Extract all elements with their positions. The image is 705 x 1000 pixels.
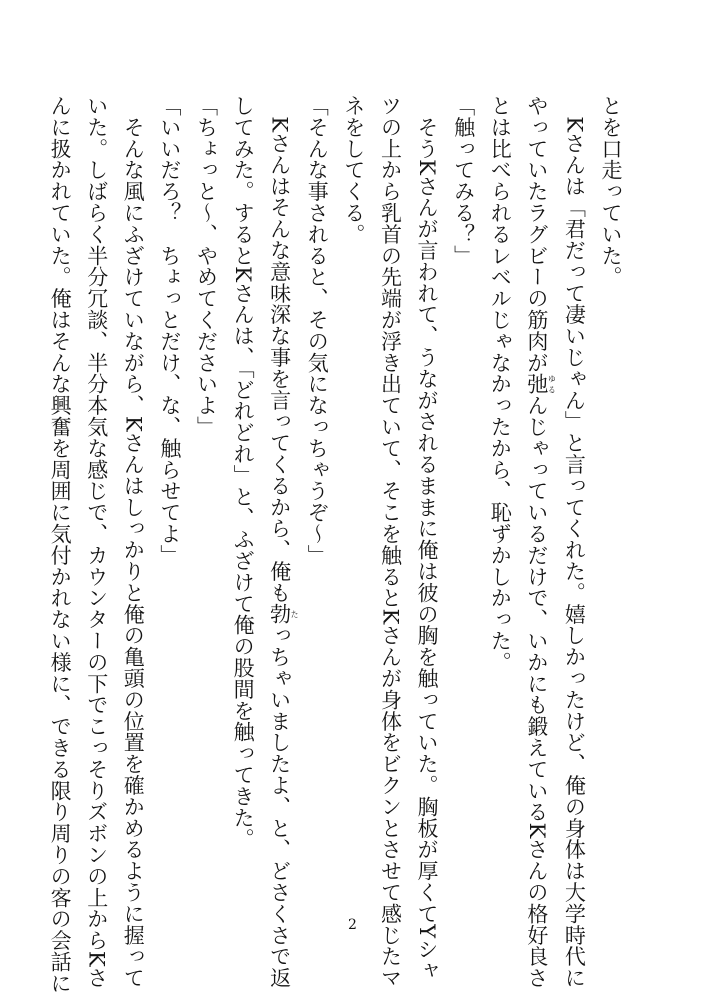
- text-line-4: とは比べられるレベルじゃなかったから、恥ずかしかった。: [488, 95, 513, 673]
- furigana-base: 弛: [524, 373, 549, 395]
- text-line-14: そんな風にふざけていながら、Kさんはしっかりと俺の亀頭の位置を確かめるように握って: [121, 95, 146, 989]
- text-line-9: 「そんな事されると、その気になっちゃうぞ～」: [305, 95, 330, 566]
- furigana-base: 勃: [267, 603, 292, 625]
- furigana-reading: た: [290, 603, 300, 625]
- text-line-12: 「ちょっと～、やめてくださいよ」: [194, 95, 219, 438]
- text-line-3-before: やっていたラグビーの筋肉が: [524, 95, 549, 374]
- text-line-3-after: んじゃっているだけで、いかにも鍛えているKさんの格好良さ: [524, 394, 549, 989]
- text-line-1: とを口走っていた。: [599, 95, 623, 288]
- text-line-11: してみた。するとKさんは、「どれどれ」と、ふざけて俺の股間を触ってきた。: [231, 95, 256, 850]
- text-line-13: 「いいだろ？ ちょっとだけ、な、触らせてよ」: [157, 95, 182, 566]
- furigana-yuru: [524, 373, 557, 395]
- text-line-8: ネをしてくる。: [341, 95, 366, 245]
- text-line-7: ツの上から乳首の先端が浮き出ていて、そこを触るとKさんが身体をビクンとさせて感じたマ: [378, 95, 403, 989]
- text-line-10-main: Kさんはそんな意味深な事を言ってくるから、: [267, 95, 292, 561]
- text-line-10: [261, 95, 300, 989]
- vertical-text-block: [42, 95, 630, 994]
- text-line-2: Kさんは「君だって凄いじゃん」と言ってくれた。嬉しかったけど、俺の身体は大学時代に: [562, 95, 587, 989]
- text-line-5: 「触ってみる？」: [451, 95, 476, 267]
- furigana-reading: ゆる: [547, 373, 557, 395]
- text-line-10-after: っちゃいましたよ、と、どさくさで返: [267, 624, 292, 989]
- text-line-3: [518, 95, 557, 989]
- text-line-10-tail: 俺も: [267, 560, 292, 604]
- page-number: 2: [348, 917, 357, 933]
- furigana-ta: [267, 603, 300, 625]
- text-line-15: いた。しばらく半分冗談、半分本気な感じで、カウンターの下でこっそりズボンの上からKさ: [84, 95, 109, 989]
- text-line-6: そうKさんが言われて、うながされるままに俺は彼の胸を触っていた。胸板が厚くてYシャ: [415, 95, 440, 982]
- text-line-16: んに扱かれていた。俺はそんな興奮を周囲に気付かれない様に、できる限り周りの客の会話に: [48, 95, 73, 994]
